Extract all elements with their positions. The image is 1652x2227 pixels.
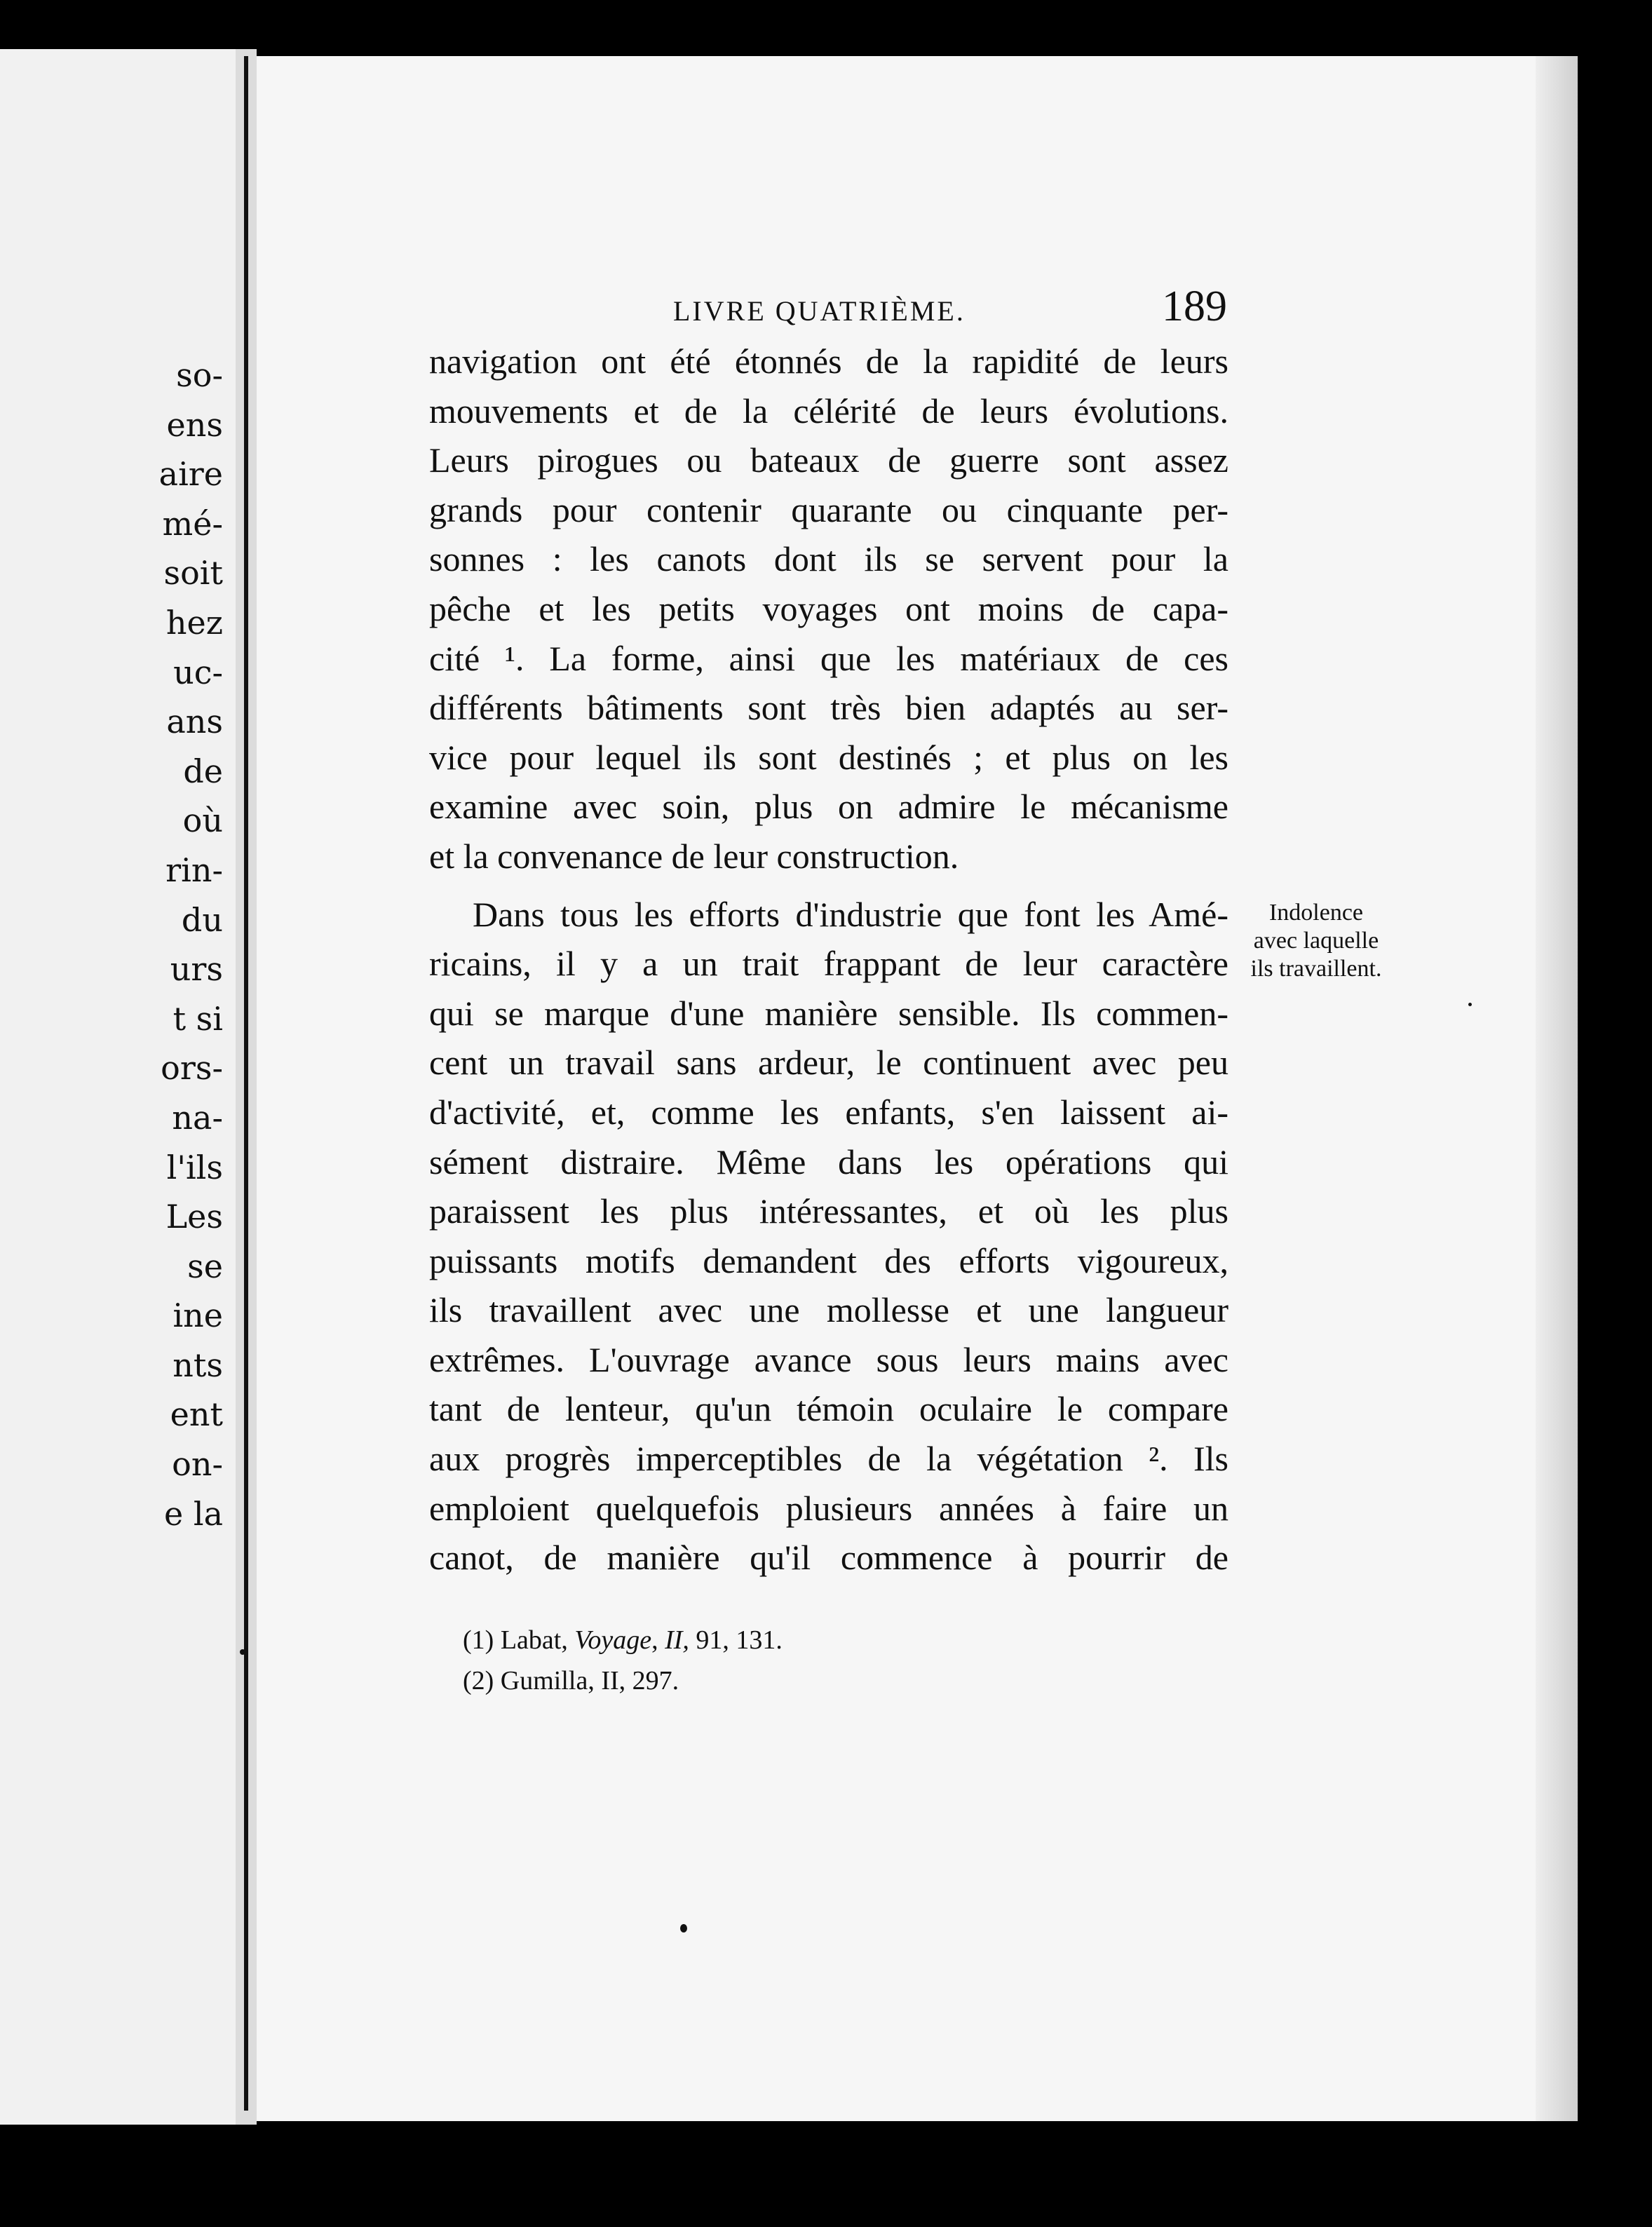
left-page-edge-text: [13, 351, 223, 1538]
left-edge-fragment: aire: [158, 455, 223, 494]
left-edge-fragment: Les: [165, 1198, 223, 1236]
margin-note-line: ils travaillent.: [1250, 956, 1382, 982]
left-edge-fragment: du: [181, 900, 223, 939]
margin-note: [1235, 899, 1397, 983]
left-edge-fragment: nts: [172, 1346, 223, 1384]
body-line: grands pour contenir quarante ou cinquante per-: [429, 489, 1228, 529]
left-edge-fragment: ens: [166, 405, 223, 444]
left-edge-fragment: où: [182, 801, 223, 840]
body-line: canot, de manière qu'il commence à pourrir de: [429, 1538, 1228, 1578]
body-line: et la convenance de leur construction.: [429, 836, 959, 876]
body-line: tant de lenteur, qu'un témoin oculaire le compare: [429, 1389, 1228, 1429]
left-edge-fragment: mé-: [162, 504, 223, 543]
left-edge-fragment: e la: [164, 1494, 223, 1533]
body-line: Leurs pirogues ou bateaux de guerre sont assez: [429, 440, 1228, 480]
footnote-1-title: Voyage: [574, 1625, 652, 1655]
ink-speck: [240, 1649, 245, 1655]
left-edge-fragment: rin-: [165, 851, 223, 889]
left-edge-fragment: se: [187, 1247, 223, 1285]
left-edge-fragment: soit: [163, 554, 223, 593]
footnote-2: (2) Gumilla, II, 297.: [463, 1666, 679, 1695]
body-line: ricains, il y a un trait frappant de leur caractère: [429, 944, 1228, 984]
left-edge-fragment: hez: [165, 603, 223, 642]
margin-note-line: avec laquelle: [1253, 928, 1379, 954]
body-line: emploient quelquefois plusieurs années à faire un: [429, 1488, 1228, 1528]
footnote-1-author: Labat,: [500, 1625, 568, 1655]
footnote-1-marker: (1): [463, 1625, 494, 1655]
footnote-1-volume: II,: [665, 1625, 689, 1655]
left-edge-fragment: de: [183, 752, 223, 790]
left-edge-fragment: ine: [172, 1297, 223, 1335]
gutter-shadow-line: [244, 56, 248, 2111]
body-line: mouvements et de la célérité de leurs évolutions.: [429, 391, 1228, 431]
left-edge-fragment: urs: [170, 950, 223, 989]
ink-speck: [1468, 1003, 1472, 1006]
left-facing-page: [0, 49, 237, 2125]
body-line: sément distraire. Même dans les opérations qui: [429, 1142, 1228, 1182]
running-title: LIVRE QUATRIÈME.: [673, 295, 966, 327]
left-edge-fragment: uc-: [173, 653, 223, 691]
left-edge-fragment: t si: [172, 999, 223, 1038]
body-line: examine avec soin, plus on admire le mécanisme: [429, 787, 1228, 827]
body-line: vice pour lequel ils sont destinés ; et plus on les: [429, 737, 1228, 777]
body-line: d'activité, et, comme les enfants, s'en laissent ai-: [429, 1092, 1228, 1132]
body-line: qui se marque d'une manière sensible. Ils commen-: [429, 993, 1228, 1033]
paragraph-gap: [429, 881, 1228, 890]
body-line: cent un travail sans ardeur, le continuent avec peu: [429, 1043, 1228, 1083]
left-edge-fragment: ors-: [161, 1049, 223, 1088]
left-edge-fragment: ent: [170, 1395, 223, 1434]
body-line: paraissent les plus intéressantes, et où les plus: [429, 1191, 1228, 1231]
footnote-1: (1) Labat, Voyage, II, 91, 131.: [463, 1625, 783, 1655]
body-line: sonnes : les canots dont ils se servent pour la: [429, 539, 1228, 579]
body-text: [429, 337, 1228, 1583]
body-line: Dans tous les efforts d'industrie que font les Amé-: [473, 894, 1228, 934]
body-line: extrêmes. L'ouvrage avance sous leurs mains avec: [429, 1339, 1228, 1379]
left-edge-fragment: na-: [172, 1098, 223, 1137]
page-number: 189: [1162, 283, 1227, 330]
footnote-1-pages: 91, 131.: [696, 1625, 783, 1655]
left-edge-fragment: ans: [166, 703, 223, 741]
body-line: navigation ont été étonnés de la rapidité de leurs: [429, 341, 1228, 381]
footnotes: [463, 1620, 783, 1701]
body-line: ils travaillent avec une mollesse et une langueur: [429, 1290, 1228, 1330]
body-line: différents bâtiments sont très bien adaptés au ser-: [429, 688, 1228, 728]
left-edge-fragment: on-: [172, 1445, 223, 1484]
body-line: puissants motifs demandent des efforts vigoureux,: [429, 1240, 1228, 1280]
left-edge-fragment: l'ils: [166, 1148, 223, 1186]
body-line: aux progrès imperceptibles de la végétation ². Ils: [429, 1439, 1228, 1479]
ink-speck: [680, 1924, 687, 1932]
page-edge-shadow: [1536, 56, 1578, 2121]
body-line: cité ¹. La forme, ainsi que les matériaux de ces: [429, 638, 1228, 678]
margin-note-line: Indolence: [1268, 900, 1364, 926]
body-line: pêche et les petits voyages ont moins de capa-: [429, 588, 1228, 628]
left-edge-fragment: so-: [176, 356, 223, 394]
